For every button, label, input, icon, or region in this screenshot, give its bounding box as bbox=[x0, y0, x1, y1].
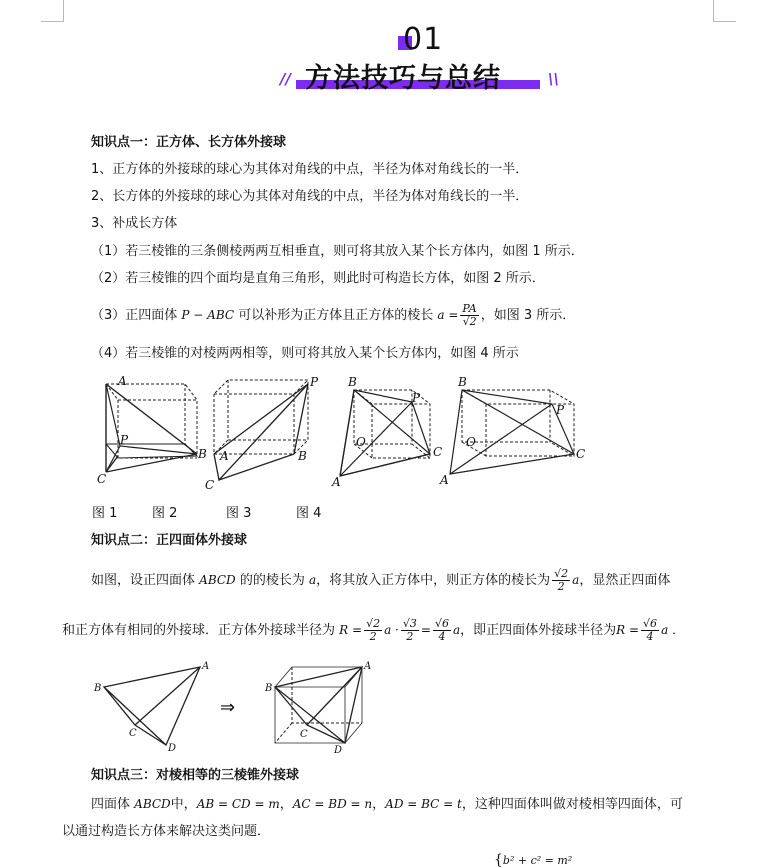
label-B: B bbox=[265, 683, 273, 694]
page-title: 方法技巧与总结 bbox=[305, 63, 501, 94]
kp1-line2: 2、长方体的外接球的球心为其体对角线的中点，半径为体对角线长的一半． bbox=[91, 189, 529, 204]
figure-3 bbox=[331, 375, 442, 489]
label-A: A bbox=[332, 475, 341, 489]
label-A: A bbox=[220, 449, 229, 463]
label-P: P bbox=[120, 433, 129, 447]
fraction: $\frac{PA}{√2}$ bbox=[462, 302, 477, 328]
kp1-line1: 1、正方体的外接球的球心为其体对角线的中点，半径为体对角线长的一半． bbox=[91, 162, 529, 177]
label-D: D bbox=[168, 743, 177, 754]
fraction: $\frac{√6}{4}$ bbox=[434, 617, 449, 643]
label-P: P bbox=[310, 375, 319, 389]
crop-mark bbox=[713, 0, 714, 22]
implies-arrow: ⇒ bbox=[220, 697, 236, 718]
kp1-line3: 3、补成长方体 bbox=[91, 216, 178, 231]
figure-4 bbox=[439, 375, 585, 487]
figures-1-4 bbox=[90, 372, 600, 494]
crop-mark bbox=[63, 0, 64, 22]
brace-icon: { bbox=[494, 852, 503, 868]
figure-2 bbox=[205, 375, 319, 492]
equation-system-partial: {b² + c² = m² bbox=[494, 852, 573, 868]
label-D: D bbox=[334, 745, 343, 755]
fraction: $\frac{√6}{4}$ bbox=[643, 617, 658, 643]
label-C: C bbox=[97, 472, 107, 486]
kp3-heading: 知识点三：对棱相等的三棱锥外接球 bbox=[91, 768, 300, 783]
label-B: B bbox=[298, 449, 307, 463]
label-C: C bbox=[300, 729, 308, 740]
figure-1 bbox=[97, 374, 207, 486]
caption-fig4: 图 4 bbox=[296, 506, 322, 521]
label-O: O bbox=[356, 435, 366, 449]
label-A: A bbox=[364, 661, 372, 672]
fraction: $\frac{√3}{2}$ bbox=[402, 617, 417, 643]
label-B: B bbox=[458, 375, 467, 389]
label-A: A bbox=[202, 661, 210, 672]
kp2-heading: 知识点二：正四面体外接球 bbox=[91, 533, 248, 548]
kp2-line1: 如图，设正四面体 ABCD 的的棱长为 a，将其放入正方体中，则正方体的棱长为 $\frac{√2}{2}$ a，显然正四面体 bbox=[91, 567, 671, 593]
caption-fig1: 图 1 bbox=[92, 506, 118, 521]
slash-decor-left: // bbox=[280, 70, 291, 88]
crop-mark bbox=[714, 21, 736, 22]
slash-decor-right: \\ bbox=[548, 70, 559, 88]
kp2-line2: 和正方体有相同的外接球．正方体外接球半径为 R = $\frac{√2}{2}$ a · $\frac{√3}{2}$ = $\frac{√6}{4}$ a，即正四面体外接球半径为R = $\frac{√6}{4}$ a ． bbox=[62, 617, 685, 643]
label-B: B bbox=[348, 375, 357, 389]
label-C: C bbox=[129, 728, 137, 739]
crop-mark bbox=[41, 21, 63, 22]
label-P: P bbox=[412, 391, 421, 405]
section-number: 01 bbox=[403, 22, 444, 57]
fraction: $\frac{√2}{2}$ bbox=[554, 567, 569, 593]
label-B: B bbox=[198, 447, 207, 461]
fraction: $\frac{√2}{2}$ bbox=[366, 617, 381, 643]
kp1-sub3: （3）正四面体 P − ABC 可以补形为正方体且正方体的棱长 a = $\frac{PA}{√2}$ ，如图 3 所示． bbox=[91, 302, 576, 328]
label-C: C bbox=[576, 447, 586, 461]
kp3-line1: 四面体 ABCD中，AB = CD = m，AC = BD = n，AD = BC = t，这种四面体叫做对棱相等四面体，可 bbox=[91, 797, 683, 812]
tetrahedron-figure bbox=[92, 655, 382, 755]
label-P: P bbox=[556, 403, 565, 417]
kp1-sub1: （1）若三棱锥的三条侧棱两两互相垂直，则可将其放入某个长方体内，如图 1 所示． bbox=[91, 244, 584, 259]
label-C: C bbox=[433, 445, 443, 459]
caption-fig3: 图 3 bbox=[226, 506, 252, 521]
label-O: O bbox=[466, 435, 476, 449]
label-C: C bbox=[205, 478, 215, 492]
kp3-line2: 以通过构造长方体来解决这类问题． bbox=[62, 824, 271, 839]
caption-fig2: 图 2 bbox=[152, 506, 178, 521]
label-B: B bbox=[94, 683, 102, 694]
kp1-sub4: （4）若三棱锥的对棱两两相等，则可将其放入某个长方体内，如图 4 所示 bbox=[91, 346, 519, 361]
kp1-heading: 知识点一：正方体、长方体外接球 bbox=[91, 135, 287, 150]
label-A: A bbox=[118, 374, 127, 388]
kp1-sub2: （2）若三棱锥的四个面均是直角三角形，则此时可构造长方体，如图 2 所示． bbox=[91, 271, 545, 286]
label-A: A bbox=[440, 473, 449, 487]
